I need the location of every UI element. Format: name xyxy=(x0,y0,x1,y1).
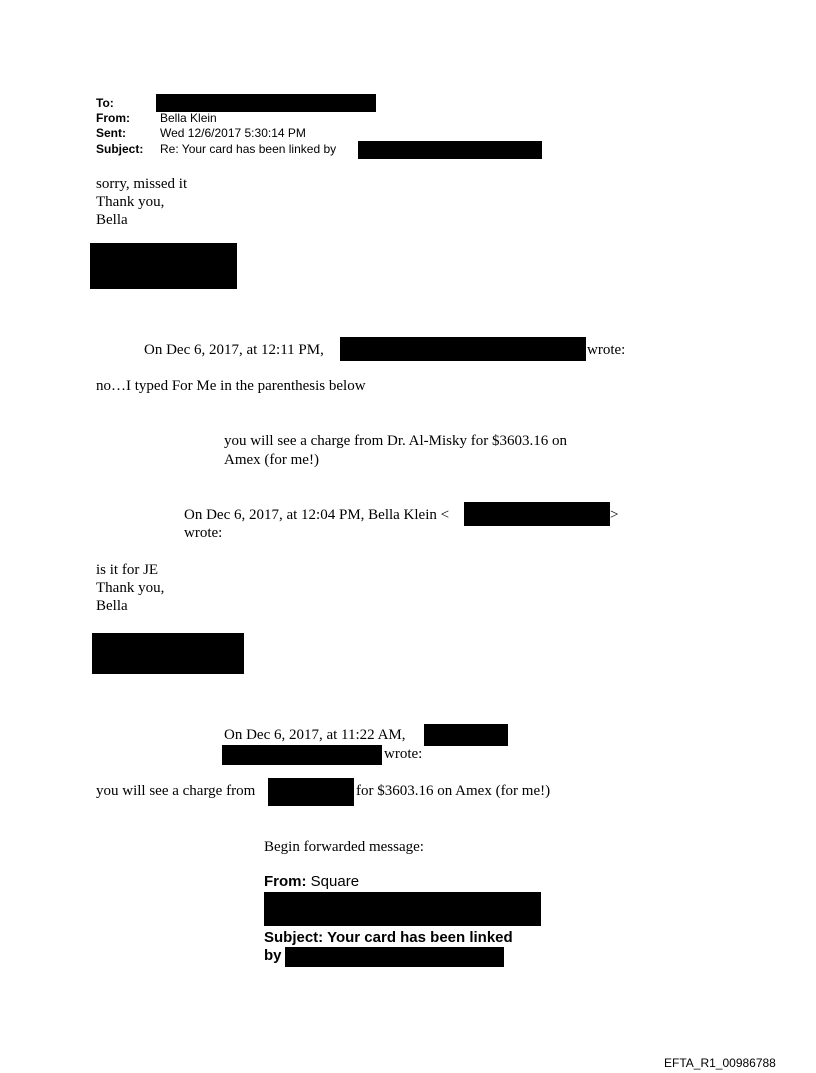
quote1-attribution: On Dec 6, 2017, at 12:11 PM, xyxy=(144,342,324,358)
reply1-line: sorry, missed it xyxy=(96,176,188,192)
subject-label: Subject: xyxy=(96,142,144,156)
redaction-block xyxy=(285,947,504,967)
quote2-line: Bella xyxy=(96,598,128,614)
quote2-attribution: On Dec 6, 2017, at 12:04 PM, Bella Klein < xyxy=(184,507,450,523)
document-id: EFTA_R1_00986788 xyxy=(664,1056,776,1070)
quote2-wrote: wrote: xyxy=(184,525,223,541)
from-value: Bella Klein xyxy=(160,111,217,125)
forwarded-subject-by: by xyxy=(264,947,282,964)
quote3-wrote: wrote: xyxy=(384,746,423,762)
quote3-text: you will see a charge from xyxy=(96,783,256,799)
redaction-block xyxy=(222,745,382,765)
quote2-line: is it for JE xyxy=(96,562,159,578)
quote2-line: Thank you, xyxy=(96,580,165,596)
signature-redaction xyxy=(92,633,244,674)
quote2-bracket: > xyxy=(610,507,619,523)
redaction-block xyxy=(268,778,354,806)
email-redaction xyxy=(464,502,610,526)
redaction-block xyxy=(340,337,586,361)
signature-redaction xyxy=(90,243,237,289)
quote1-wrote: wrote: xyxy=(587,342,626,358)
redaction-block xyxy=(264,892,541,926)
forwarded-from: From: Square xyxy=(264,873,360,890)
redaction-block xyxy=(156,94,376,112)
to-label: To: xyxy=(96,96,114,110)
reply1-line: Bella xyxy=(96,212,128,228)
redaction-block xyxy=(424,724,508,746)
from-label: From: xyxy=(96,111,130,125)
quote1-inner-line: Amex (for me!) xyxy=(224,452,319,468)
sent-label: Sent: xyxy=(96,126,126,140)
reply1-line: Thank you, xyxy=(96,194,165,210)
forwarded-intro: Begin forwarded message: xyxy=(264,839,424,855)
forwarded-subject: Subject: Your card has been linked xyxy=(264,929,513,946)
sent-value: Wed 12/6/2017 5:30:14 PM xyxy=(160,126,306,140)
subject-value: Re: Your card has been linked by xyxy=(160,142,337,156)
quote1-text: no…I typed For Me in the parenthesis below xyxy=(96,378,366,394)
quote3-attribution: On Dec 6, 2017, at 11:22 AM, xyxy=(224,727,406,743)
redaction-block xyxy=(358,141,542,159)
quote1-inner-line: you will see a charge from Dr. Al-Misky for $3603.16 on xyxy=(224,433,568,449)
quote3-text-suffix: for $3603.16 on Amex (for me!) xyxy=(356,783,551,799)
